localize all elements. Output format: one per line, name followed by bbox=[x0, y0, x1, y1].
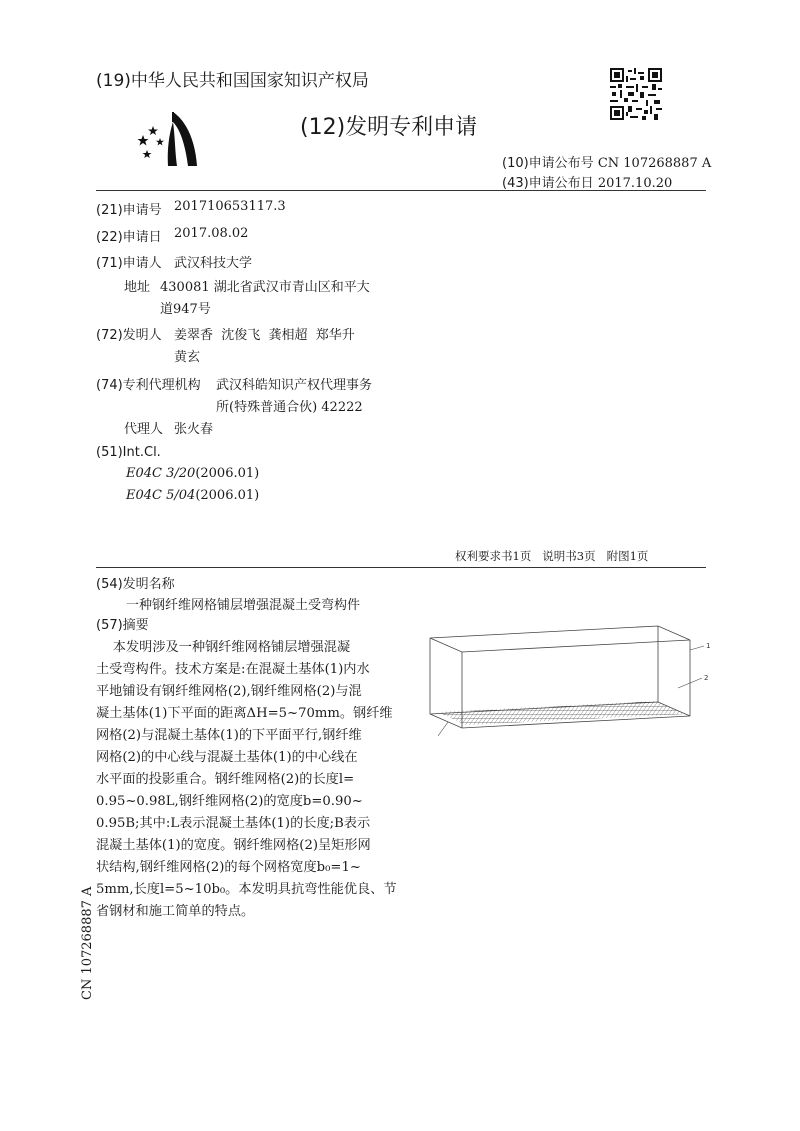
ipc-classification bbox=[126, 466, 259, 481]
invention-title: 一种钢纤维网格铺层增强混凝土受弯构件 bbox=[126, 598, 361, 613]
address-label: 地址 bbox=[124, 280, 151, 295]
agent-value: 张火春 bbox=[174, 422, 214, 437]
page-counts-divider bbox=[96, 567, 706, 568]
application-number-value: 201710653117.3 bbox=[174, 199, 286, 214]
abstract-line: 本发明涉及一种钢纤维网格铺层增强混凝 bbox=[96, 640, 351, 655]
publication-number bbox=[502, 152, 711, 171]
invention-title-label: (54)发明名称 bbox=[96, 577, 175, 592]
publication-number-label: (10)申请公布号 bbox=[502, 156, 594, 171]
abstract-line: 网格(2)与混凝土基体(1)的下平面平行,钢纤维 bbox=[96, 728, 362, 743]
abstract-line: 网格(2)的中心线与混凝土基体(1)的中心线在 bbox=[96, 750, 358, 765]
cnipa-logo-icon bbox=[133, 108, 213, 170]
ipc-version: (2006.01) bbox=[195, 466, 260, 481]
application-date-label: (22)申请日 bbox=[96, 230, 162, 245]
header-divider bbox=[96, 190, 706, 191]
abstract-line: 凝土基体(1)下平面的距离ΔH=5~70mm。钢纤维 bbox=[96, 706, 393, 721]
patent-agency-label: (74)专利代理机构 bbox=[96, 378, 201, 393]
steel-fiber-mesh bbox=[438, 701, 684, 725]
agent-label: 代理人 bbox=[124, 422, 164, 437]
figure-label-2: 2 bbox=[704, 674, 709, 682]
ipc-label: (51)Int.Cl. bbox=[96, 445, 161, 460]
applicant-label: (71)申请人 bbox=[96, 256, 162, 271]
patent-office-name: (19)中华人民共和国国家知识产权局 bbox=[96, 71, 369, 91]
address-line-1: 430081 湖北省武汉市青山区和平大 bbox=[160, 280, 370, 295]
abstract-line: 混凝土基体(1)的宽度。钢纤维网格(2)呈矩形网 bbox=[96, 838, 371, 853]
applicant-value: 武汉科技大学 bbox=[174, 256, 253, 271]
page-counts: 权利要求书1页 说明书3页 附图1页 bbox=[455, 549, 649, 563]
abstract-line: 5mm,长度l=5~10b₀。本发明具抗弯性能优良、节 bbox=[96, 882, 397, 897]
abstract-line: 水平面的投影重合。钢纤维网格(2)的长度l= bbox=[96, 772, 355, 787]
application-number-label: (21)申请号 bbox=[96, 203, 162, 218]
ipc-code: E04C 3/20 bbox=[126, 466, 196, 481]
abstract-line: 状结构,钢纤维网格(2)的每个网格宽度b₀=1~ bbox=[96, 860, 361, 875]
publication-date-value: 2017.10.20 bbox=[597, 176, 673, 191]
figure-label-1: 1 bbox=[706, 642, 711, 650]
publication-date-label: (43)申请公布日 bbox=[502, 176, 594, 191]
patent-agency-line-2: 所(特殊普通合伙) 42222 bbox=[216, 400, 363, 415]
patent-agency-line-1: 武汉科皓知识产权代理事务 bbox=[216, 378, 373, 393]
abstract-line: 平地铺设有钢纤维网格(2),钢纤维网格(2)与混 bbox=[96, 684, 362, 699]
abstract-line: 省钢材和施工简单的特点。 bbox=[96, 904, 255, 919]
side-publication-number: CN 107268887 A bbox=[80, 886, 95, 1000]
ipc-code: E04C 5/04 bbox=[126, 488, 196, 503]
abstract-figure bbox=[428, 618, 718, 748]
ipc-version: (2006.01) bbox=[195, 488, 260, 503]
abstract-line: 0.95B;其中:L表示混凝土基体(1)的长度;B表示 bbox=[96, 816, 371, 831]
abstract-label: (57)摘要 bbox=[96, 618, 149, 633]
inventor-label: (72)发明人 bbox=[96, 328, 162, 343]
abstract-line: 土受弯构件。技术方案是:在混凝土基体(1)内水 bbox=[96, 662, 370, 677]
qr-code-icon bbox=[610, 68, 662, 120]
ipc-classification bbox=[126, 488, 259, 503]
inventors-line-1: 姜翠香 沈俊飞 龚相超 郑华升 bbox=[174, 328, 355, 343]
address-line-2: 道947号 bbox=[160, 302, 211, 317]
document-type-title: (12)发明专利申请 bbox=[300, 115, 478, 140]
abstract-line: 0.95~0.98L,钢纤维网格(2)的宽度b=0.90~ bbox=[96, 794, 363, 809]
application-date-value: 2017.08.02 bbox=[174, 226, 249, 241]
inventors-line-2: 黄玄 bbox=[174, 350, 201, 365]
publication-date bbox=[502, 172, 672, 191]
publication-number-value: CN 107268887 A bbox=[597, 156, 712, 171]
